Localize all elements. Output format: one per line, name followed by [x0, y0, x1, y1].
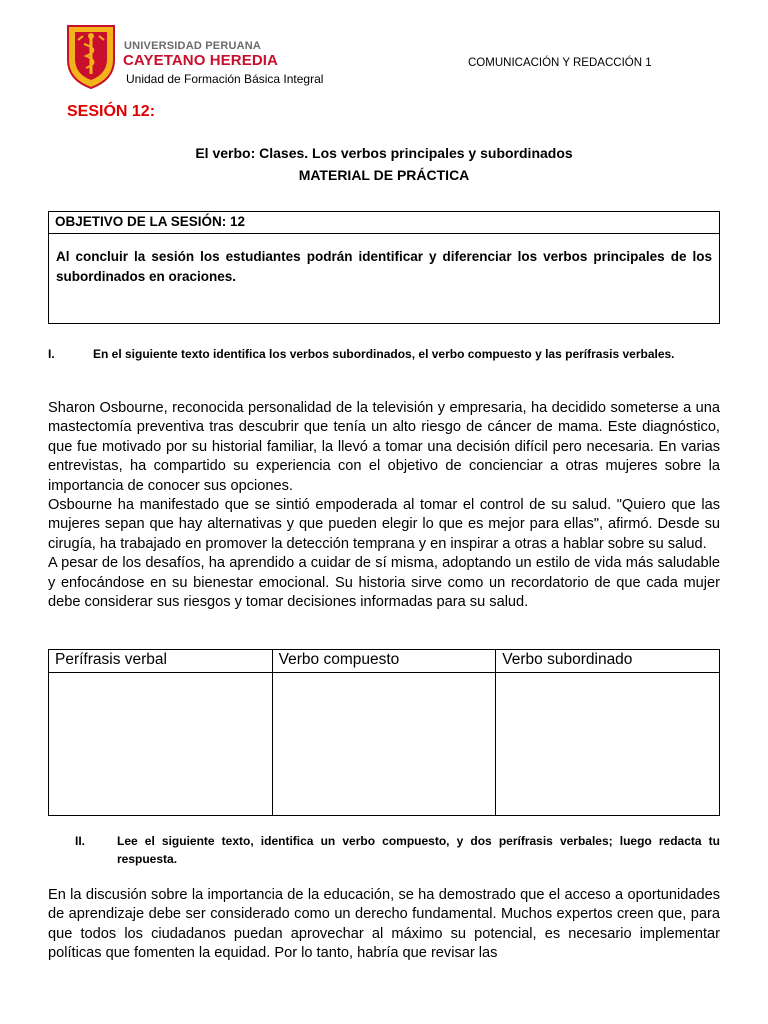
university-name-line1: UNIVERSIDAD PERUANA: [124, 40, 262, 52]
exercise-2-text: Lee el siguiente texto, identifica un verbo compuesto, y dos perífrasis verbales; luego redacta tu respuesta.: [117, 834, 720, 866]
answer-cell-perifrasis[interactable]: [49, 673, 273, 816]
page-header: [0, 0, 768, 100]
table-header-compuesto: Verbo compuesto: [272, 650, 496, 673]
course-title: COMUNICACIÓN Y REDACCIÓN 1: [468, 57, 652, 69]
reading-paragraph: Sharon Osbourne, reconocida personalidad de la televisión y empresaria, ha decidido someterse a una mastectomía preventiva tras descubrir que tenía un alto riesgo de cáncer de mama. Este diagnóstico, que fue motivado por su historial familiar, la llevó a tomar una decisión difícil pero necesaria. En varias entrevistas, ha compartido su experiencia con el objetivo de concienciar a otras mujeres sobre la importancia de conocer sus opciones.: [48, 400, 720, 494]
university-name-line2: CAYETANO HEREDIA: [123, 52, 278, 69]
exercise-1-text: En el siguiente texto identifica los verbos subordinados, el verbo compuesto y las perífrasis verbales.: [93, 347, 675, 361]
answer-table: [48, 649, 720, 816]
session-label: SESIÓN 12:: [67, 103, 156, 120]
reading-paragraph: Osbourne ha manifestado que se sintió empoderada al tomar el control de su salud. "Quiero que las mujeres sepan que hay alternativas y que pueden elegir lo que es mejor para ellas", afirmó. Desde su cirugía, ha trabajado en promover la detección temprana y en inspirar a otras a hablar sobre su salud.: [48, 497, 720, 552]
answer-cell-compuesto[interactable]: [272, 673, 496, 816]
document-subtitle: MATERIAL DE PRÁCTICA: [298, 167, 470, 183]
exercise-2-reading: En la discusión sobre la importancia de la educación, se ha demostrado que el acceso a oportunidades de aprendizaje debe ser considerado como un derecho fundamental. Muchos expertos creen que, para que todos los ciudadanos puedan aprovechar al máximo su potencial, es necesario implementar políticas que fomenten la equidad. Por lo tanto, habría que revisar las: [48, 887, 720, 962]
unit-name: Unidad de Formación Básica Integral: [126, 72, 324, 86]
exercise-1-instruction: [48, 346, 720, 362]
exercise-2-number: II.: [75, 834, 86, 848]
exercise-2-instruction: [75, 832, 720, 868]
table-header-perifrasis: Perífrasis verbal: [49, 650, 273, 673]
document-title: El verbo: Clases. Los verbos principales y subordinados: [195, 145, 573, 161]
objective-text: Al concluir la sesión los estudiantes podrán identificar y diferenciar los verbos principales de los subordinados en oraciones.: [56, 249, 712, 284]
table-header-subordinado: Verbo subordinado: [496, 650, 720, 673]
objective-heading: OBJETIVO DE LA SESIÓN: 12: [49, 212, 719, 234]
objective-box: [48, 211, 720, 324]
exercise-1-number: I.: [48, 347, 55, 361]
university-shield-icon: [66, 24, 116, 90]
reading-paragraph: A pesar de los desafíos, ha aprendido a cuidar de sí misma, adoptando un estilo de vida más saludable y enfocándose en su bienestar emocional. Su historia sirve como un recordatorio de que cada mujer debe considerar sus riesgos y tomar decisiones informadas para su salud.: [48, 555, 720, 611]
exercise-1-reading: [48, 399, 720, 612]
answer-cell-subordinado[interactable]: [496, 673, 720, 816]
